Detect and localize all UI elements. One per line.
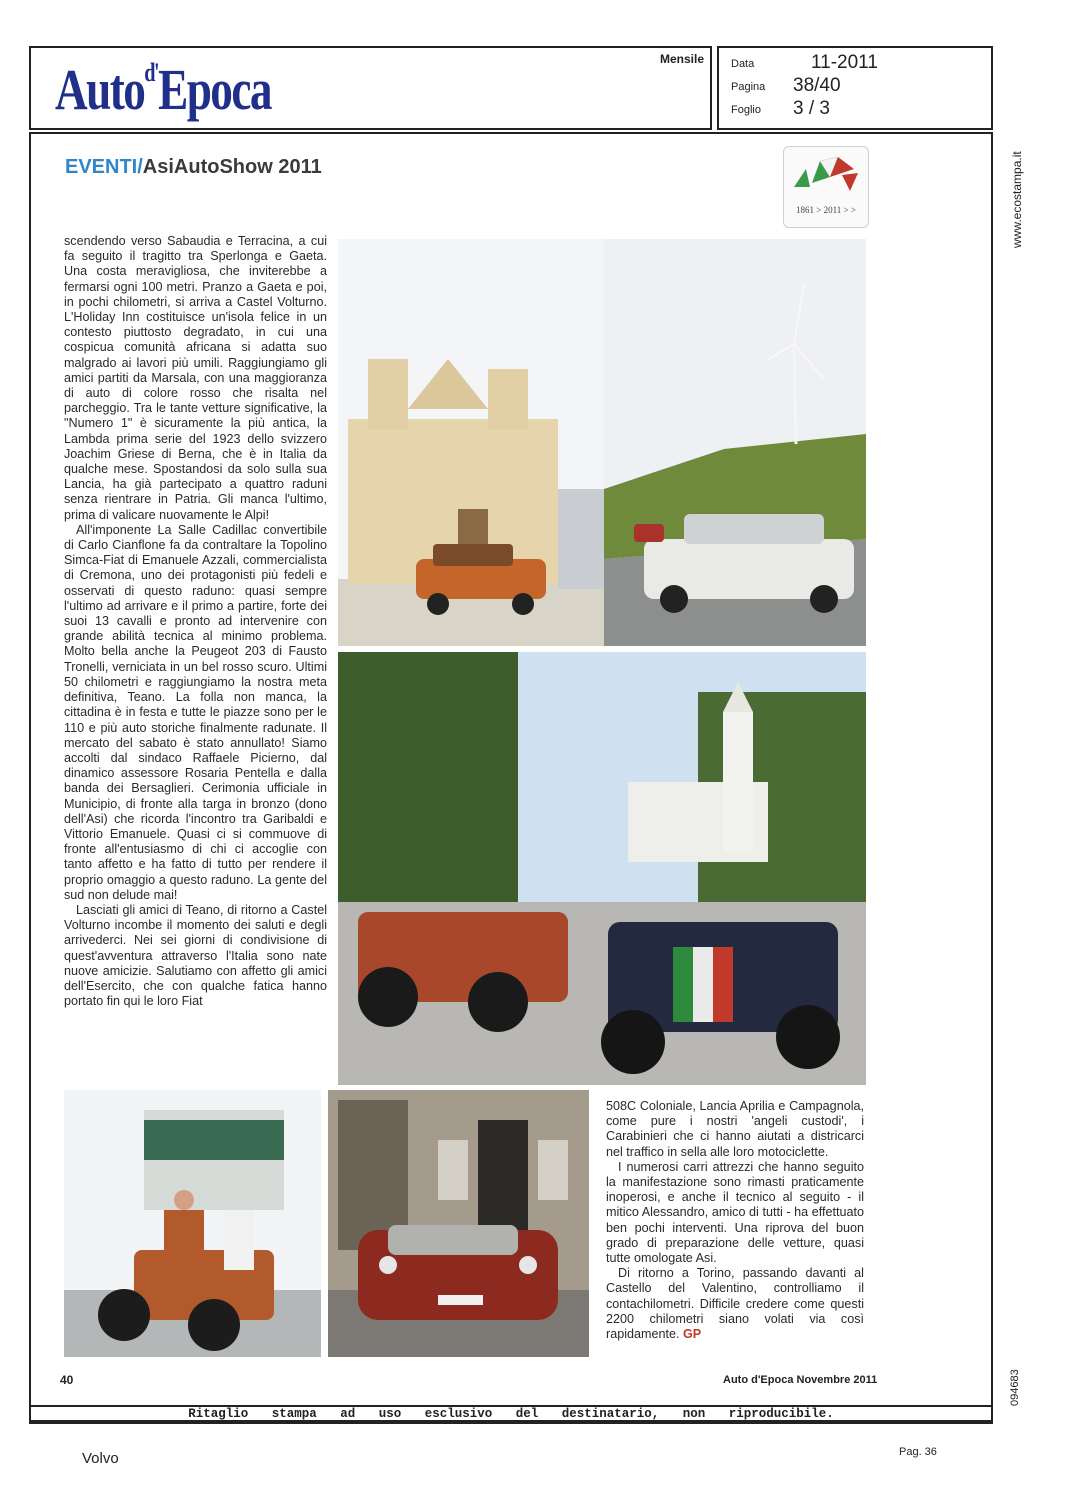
magazine-logo-part2: Epoca [158, 57, 271, 122]
footer-credit [723, 1374, 877, 1386]
photo-mercedes-turbine [604, 239, 866, 646]
section-title [65, 156, 322, 179]
paragraph [606, 1266, 864, 1342]
date-label: Data [731, 58, 755, 70]
paragraph: I numerosi carri attrezzi che hanno seguito la manifestazione sono rimasti praticamente inoperosi, e anche il tecnico al seguito - il mitico Alessandro, amico di tutti - ha effettuato ben pochi interventi. Una riprova del buon grado di preparazione delle vetture, quasi tutte omologate Asi. [606, 1159, 864, 1266]
meta-sheet [731, 98, 981, 120]
photo-ferry-car [64, 1090, 321, 1357]
header-masthead-box [29, 46, 712, 130]
section-category: EVENTI/ [65, 156, 143, 178]
magazine-logo-part1: Auto [55, 57, 145, 122]
photo-church-car [338, 239, 604, 646]
sheet-label: Foglio [731, 104, 761, 116]
header-meta-box [717, 46, 993, 130]
logo-caption: 1861 > 2011 > > [796, 205, 856, 215]
meta-date [731, 52, 981, 74]
paragraph: scendendo verso Sabaudia e Terracina, a cui fa seguito il tragitto tra Sperlonga e Gaeta. Una costa meravigliosa, che inviterebbe a fermarsi ogni 100 metri. Pranzo a Gaeta e poi, in pochi chilometri, si arriva a Castel Volturno. L'Holiday Inn costituisce un'isola felice in un contesto piuttosto degradato, in cui una cospicua comunità africana si adatta suo malgrado ai lavori più umili. Raggiungiamo gli amici partiti da Marsala, con una maggioranza di auto di colore rosso che risalta nel parcheggio. Tra le tante vetture significative, la "Numero 1" è sicuramente la più antica, la Lambda prima serie del 1923 dello svizzero Joachim Griese di Berna, che è in Italia da qualche mese. Spostandosi da solo sulla sua Lancia, ha già partecipato a quattro raduni senza rientrare in Patria. Gli manca l'ultimo, prima di valicare nuovamente le Alpi! [64, 234, 327, 522]
footer-month: Novembre 2011 [796, 1374, 878, 1386]
page-number: 40 [60, 1373, 74, 1387]
side-url: www.ecostampa.it [1010, 151, 1024, 248]
paragraph: 508C Coloniale, Lancia Aprilia e Campagnola, come pure i nostri 'angeli custodi', i Carabinieri che ci hanno aiutati a districarci nel traffico in sella alle loro motociclette. [606, 1099, 864, 1159]
sheet-value: 3 / 3 [793, 98, 830, 119]
flag-icon [784, 147, 870, 207]
page-value: 38/40 [793, 75, 841, 96]
section-heading: AsiAutoShow 2011 [142, 156, 322, 178]
text-column-left [64, 234, 327, 1084]
text-column-right [606, 1099, 864, 1359]
client-name: Volvo [82, 1450, 119, 1467]
paragraph: Lasciati gli amici di Teano, di ritorno a Castel Volturno incombe il momento dei saluti e degli arrivederci. Nei sei giorni di condivisione di quest'avventura attraverso l'Italia sono nate nuove amicizie. Salutiamo con affetto gli amici dell'Esercito, che con qualche fatica hanno portato fin qui le loro Fiat [64, 902, 327, 1009]
paragraph: All'imponente La Salle Cadillac convertibile di Carlo Cianflone fa da contraltare la Topolino Simca-Fiat di Emanuele Azzali, commercialista di Cremona, uno dei protagonisti più fedeli e osservati di questo raduno: quasi sempre l'ultimo ad arrivare e il primo a partire, forte dei suoi 13 cavalli e pronto ad intervenire con grande abilità tecnica al minimo problema. Molto bella anche la Peugeot 203 di Fausto Tronelli, verniciata in un bel rosso scuro. Ultimi 50 chilometri e raggiungiamo la nostra meta definitiva, Teano. La folla non manca, la cittadina è in festa e tutte le piazze sono per le 110 e più auto storiche finalmente radunate. Il mercato del sabato è stato annullato! Siamo accolti dal sindaco Raffaele Picierno, dal dinamico assessore Rosaria Pentella e dalla banda dei Bersaglieri. Cerimonia ufficiale in Municipio, di fronte alla targa in bronzo (dono dell'Asi) che ricorda l'incontro tra Garibaldi e Vittorio Emanuele. Quasi ci si commuove di fronte all'entusiasmo di chi ci accoglie con tanto affetto e ha fatto di tutto per rendere il proprio omaggio a questo raduno. La gente del sud non delude mai! [64, 522, 327, 902]
disclaimer-bar: Ritaglio stampa ad uso esclusivo del destinatario, non riproducibile. [29, 1405, 993, 1424]
page-indicator: Pag. 36 [899, 1446, 937, 1458]
page-label: Pagina [731, 81, 766, 93]
side-code: 094683 [1009, 1369, 1021, 1406]
frequency-label: Mensile [659, 52, 704, 66]
anniversary-logo [783, 146, 869, 228]
author-signature: GP [683, 1327, 702, 1342]
date-value: 11-2011 [811, 52, 878, 73]
footer-magazine: Auto d'Epoca [723, 1374, 794, 1386]
meta-page [731, 75, 981, 97]
photo-vintage-cars-piazza [338, 652, 866, 1085]
article-frame [29, 132, 993, 1422]
magazine-logo-sup: d' [144, 58, 159, 87]
photo-alfa-church [328, 1090, 589, 1357]
magazine-logo [55, 56, 271, 123]
paragraph-text: Di ritorno a Torino, passando davanti al Castello del Valentino, controlliamo il contachilometri. Difficile credere come questi 2200 chilometri siano volati via così rapidamente. [606, 1266, 864, 1342]
